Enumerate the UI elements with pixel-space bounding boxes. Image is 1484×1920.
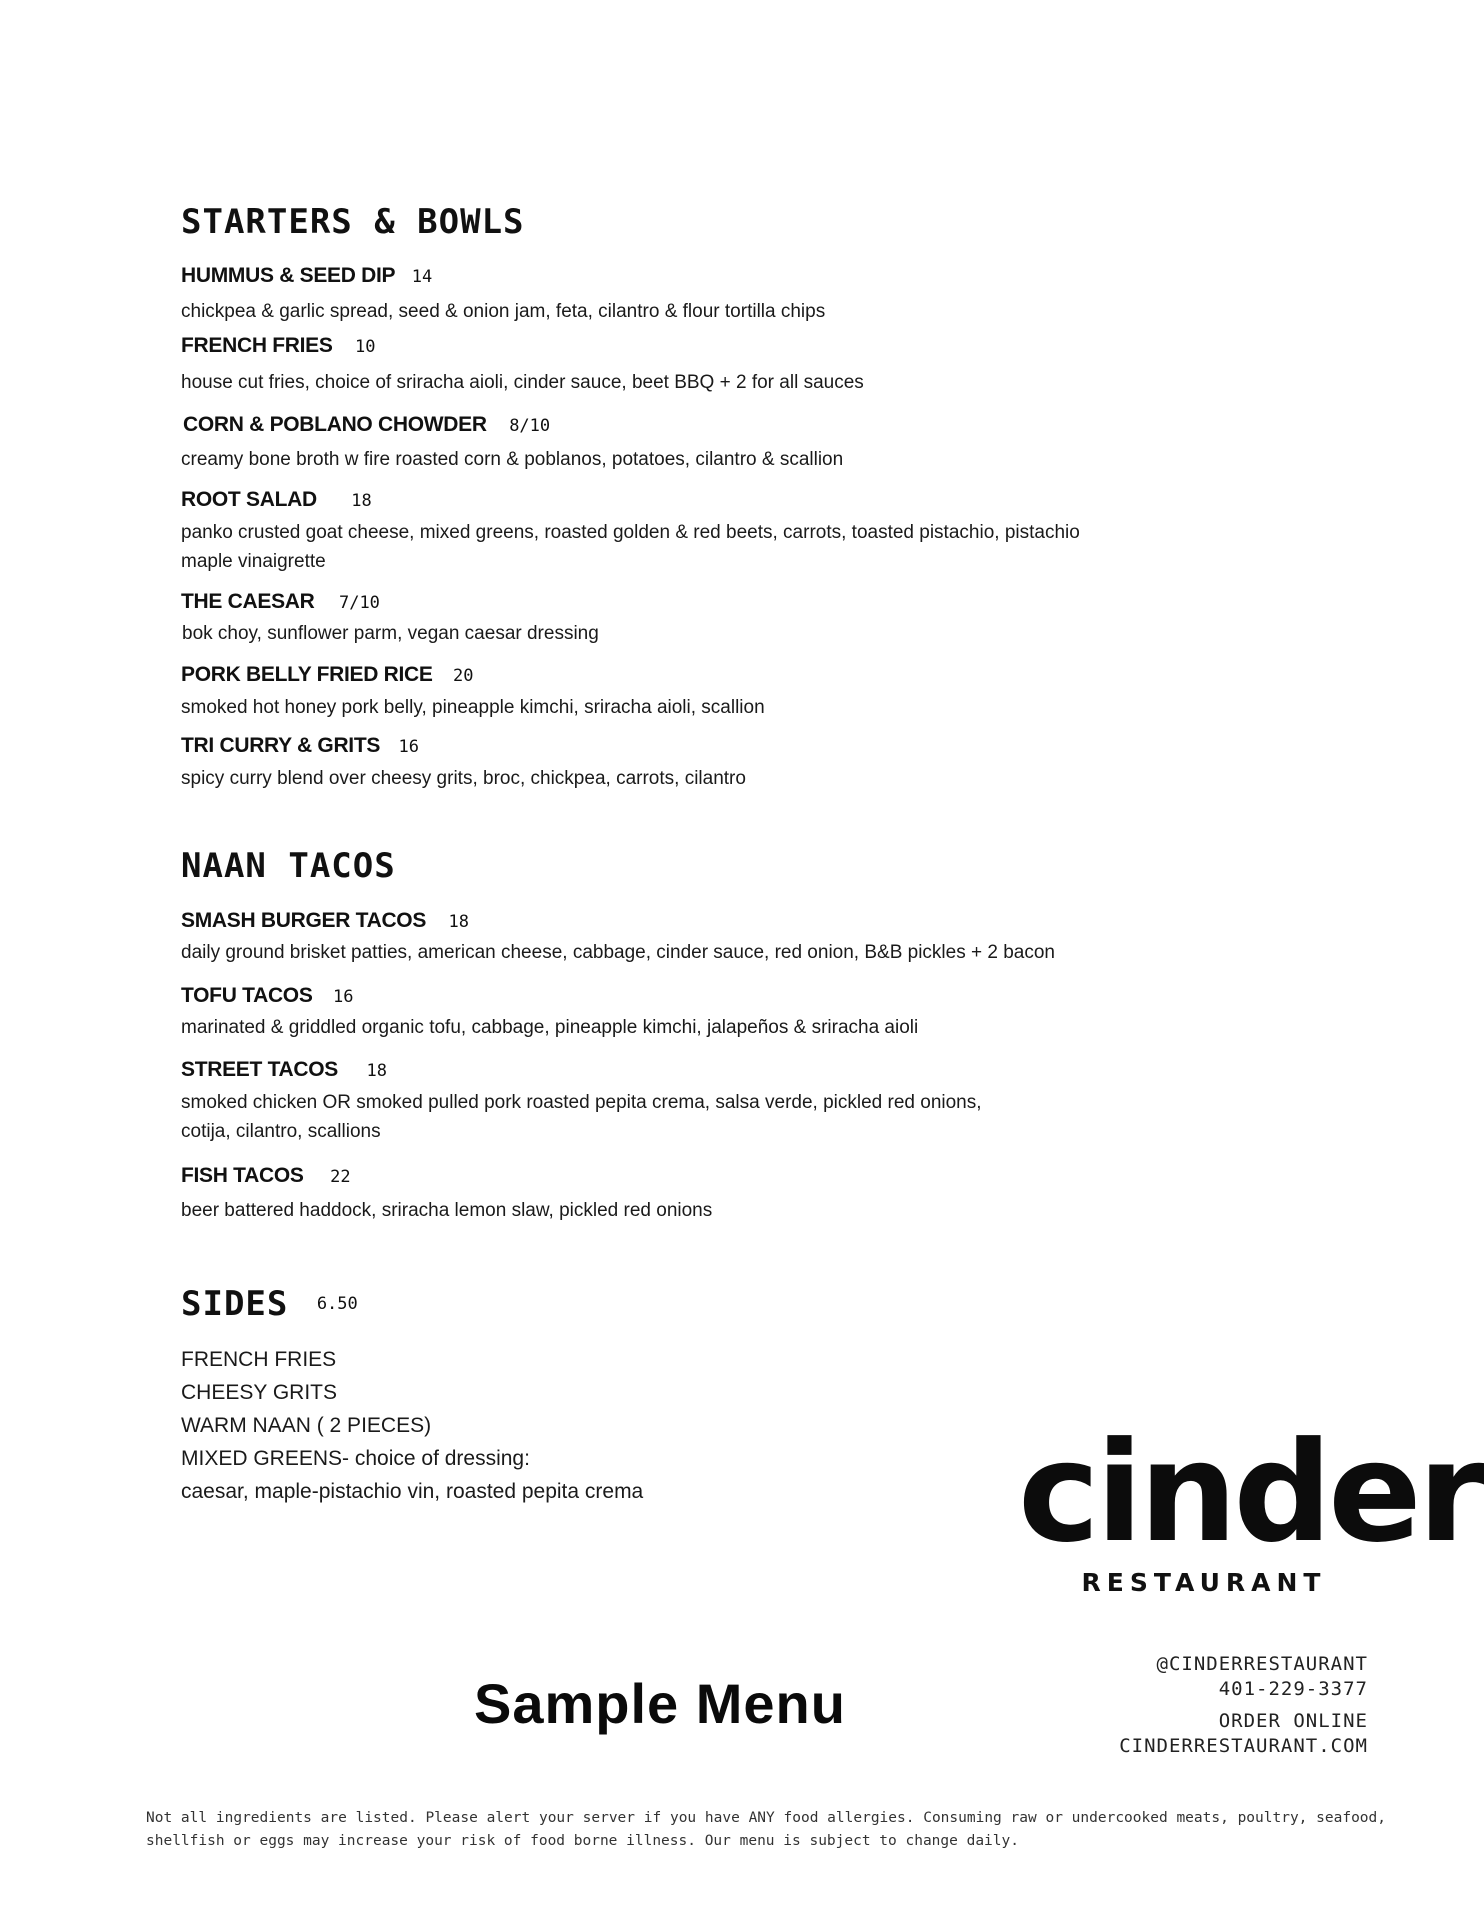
menu-item-caesar	[181, 590, 380, 614]
menu-item-root-salad	[181, 488, 372, 512]
item-name: THE CAESAR	[181, 590, 315, 613]
allergy-disclaimer: Not all ingredients are listed. Please alert your server if you have ANY food allergies. Consuming raw or undercooked meats, poultry, seafood, shellfish or eggs may increase your risk of food borne illness. Our menu is subject to change daily.	[146, 1810, 1386, 1849]
menu-item-street-tacos	[181, 1058, 387, 1082]
section-title-sides: SIDES	[181, 1284, 289, 1324]
menu-item-tofu-tacos	[181, 984, 354, 1008]
item-name: SMASH BURGER TACOS	[181, 909, 427, 932]
item-description: house cut fries, choice of sriracha aioli, cinder sauce, beet BBQ + 2 for all sauces	[181, 372, 864, 393]
item-description: daily ground brisket patties, american cheese, cabbage, cinder sauce, red onion, B&B pickles + 2 bacon	[181, 942, 1055, 963]
phone-number: 401-229-3377	[1218, 1678, 1368, 1700]
sides-list	[181, 1343, 643, 1508]
menu-item-chowder	[183, 413, 550, 437]
item-price: 18	[366, 1061, 387, 1081]
item-description: bok choy, sunflower parm, vegan caesar dressing	[182, 623, 599, 644]
item-description: panko crusted goat cheese, mixed greens, roasted golden & red beets, carrots, toasted pistachio, pistachio	[181, 522, 1080, 543]
item-description: beer battered haddock, sriracha lemon slaw, pickled red onions	[181, 1200, 713, 1221]
side-item: caesar, maple-pistachio vin, roasted pepita crema	[181, 1480, 644, 1503]
item-description-continued: cotija, cilantro, scallions	[181, 1121, 381, 1142]
website-link: CINDERRESTAURANT.COM	[1119, 1735, 1368, 1757]
item-price: 16	[398, 737, 420, 757]
menu-item-pork-belly	[181, 663, 474, 687]
instagram-handle: @CINDERRESTAURANT	[1156, 1653, 1368, 1675]
sides-price: 6.50	[316, 1294, 358, 1314]
item-description: creamy bone broth w fire roasted corn & poblanos, potatoes, cilantro & scallion	[181, 449, 844, 470]
order-online-label: ORDER ONLINE	[1218, 1710, 1368, 1732]
menu-item-fish-tacos	[181, 1164, 351, 1188]
item-price: 16	[333, 987, 354, 1007]
item-name: TRI CURRY & GRITS	[181, 734, 381, 757]
item-price: 7/10	[338, 593, 380, 613]
logo-wordmark: cinder	[1018, 1412, 1482, 1573]
item-price: 18	[351, 491, 372, 511]
item-name: TOFU TACOS	[181, 984, 313, 1007]
item-description: smoked hot honey pork belly, pineapple kimchi, sriracha aioli, scallion	[181, 697, 765, 718]
item-description: smoked chicken OR smoked pulled pork roasted pepita crema, salsa verde, pickled red onions,	[181, 1092, 982, 1113]
menu-item-hummus	[181, 264, 432, 288]
menu-item-tri-curry	[181, 734, 419, 758]
logo-subtitle: RESTAURANT	[1081, 1568, 1327, 1597]
item-description: spicy curry blend over cheesy grits, broc, chickpea, carrots, cilantro	[181, 768, 746, 789]
section-header-sides	[181, 1284, 358, 1324]
item-description: marinated & griddled organic tofu, cabbage, pineapple kimchi, jalapeños & sriracha aioli	[181, 1017, 919, 1038]
item-description-continued: maple vinaigrette	[181, 551, 326, 572]
contact-block	[1028, 1652, 1368, 1759]
item-description: chickpea & garlic spread, seed & onion jam, feta, cilantro & flour tortilla chips	[181, 301, 826, 322]
item-name: PORK BELLY FRIED RICE	[181, 663, 433, 686]
item-name: STREET TACOS	[181, 1058, 339, 1081]
item-price: 20	[453, 666, 474, 686]
side-item: FRENCH FRIES	[181, 1348, 337, 1371]
item-name: ROOT SALAD	[181, 488, 317, 511]
item-name: FRENCH FRIES	[181, 334, 333, 357]
item-price: 22	[330, 1167, 351, 1187]
item-name: CORN & POBLANO CHOWDER	[183, 413, 487, 436]
item-price: 18	[448, 912, 469, 932]
section-title-starters: STARTERS & BOWLS	[181, 202, 525, 242]
item-price: 14	[411, 267, 433, 287]
menu-item-smash-burger	[181, 909, 469, 933]
item-name: FISH TACOS	[181, 1164, 304, 1187]
section-title-tacos: NAAN TACOS	[181, 846, 396, 886]
item-name: HUMMUS & SEED DIP	[181, 264, 396, 287]
menu-item-french-fries	[181, 334, 376, 358]
cinder-logo	[1018, 1412, 1482, 1597]
side-item: MIXED GREENS- choice of dressing:	[181, 1447, 530, 1470]
sample-menu-label: Sample Menu	[474, 1672, 846, 1735]
side-item: CHEESY GRITS	[181, 1381, 337, 1404]
item-price: 10	[355, 337, 376, 357]
side-item: WARM NAAN ( 2 PIECES)	[181, 1414, 432, 1437]
item-price: 8/10	[509, 416, 551, 436]
